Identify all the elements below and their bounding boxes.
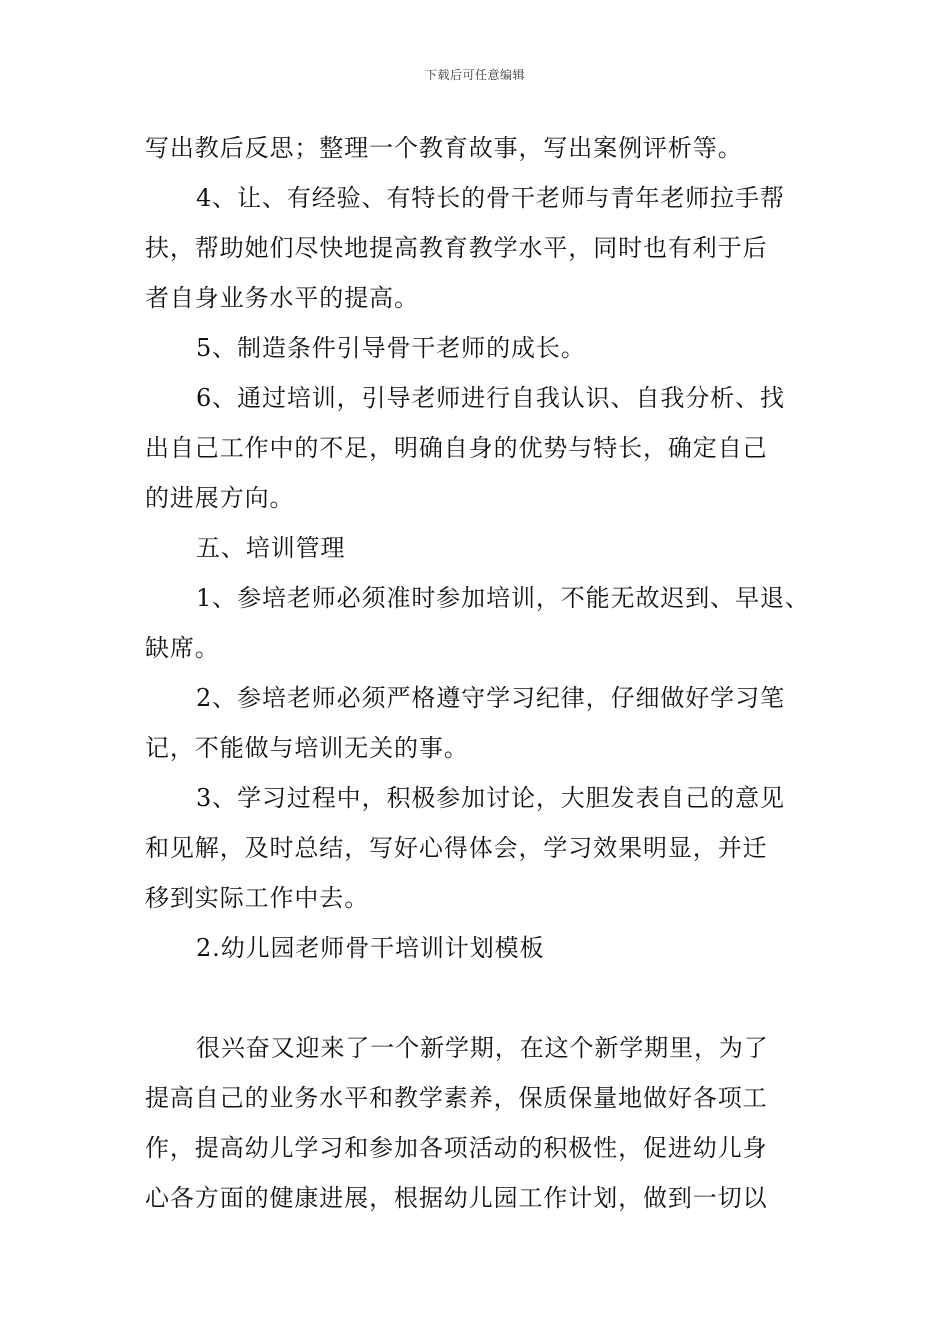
text-line: 缺席。 [145, 634, 220, 662]
text-line: 出自己工作中的不足，明确自身的优势与特长，确定自己 [145, 434, 768, 462]
text-line: 者自身业务水平的提高。 [145, 284, 419, 312]
text-line: 记，不能做与培训无关的事。 [145, 734, 469, 762]
page-header: 下载后可任意编辑 [424, 68, 525, 82]
text-line: 2、参培老师必须严格遵守学习纪律，仔细做好学习笔 [196, 684, 785, 712]
text-line: 6、通过培训，引导老师进行自我认识、自我分析、找 [196, 384, 785, 412]
text-line: 4、让、有经验、有特长的骨干老师与青年老师拉手帮 [196, 184, 785, 212]
text-line: 5、制造条件引导骨干老师的成长。 [196, 334, 586, 362]
section-heading: 五、培训管理 [196, 534, 346, 562]
section-heading: 2.幼儿园老师骨干培训计划模板 [196, 934, 545, 962]
text-line: 移到实际工作中去。 [145, 884, 370, 912]
text-line: 1、参培老师必须准时参加培训，不能无故迟到、早退、 [196, 584, 810, 612]
text-line: 3、学习过程中，积极参加讨论，大胆发表自己的意见 [196, 784, 785, 812]
text-line: 作，提高幼儿学习和参加各项活动的积极性，促进幼儿身 [145, 1134, 768, 1162]
text-line: 和见解，及时总结，写好心得体会，学习效果明显，并迁 [145, 834, 768, 862]
text-line: 很兴奋又迎来了一个新学期，在这个新学期里，为了 [196, 1034, 769, 1062]
text-line: 写出教后反思；整理一个教育故事，写出案例评析等。 [145, 134, 743, 162]
text-line: 提高自己的业务水平和教学素养，保质保量地做好各项工 [145, 1084, 768, 1112]
text-line: 扶，帮助她们尽快地提高教育教学水平，同时也有利于后 [145, 234, 768, 262]
text-line: 心各方面的健康进展，根据幼儿园工作计划，做到一切以 [145, 1184, 768, 1212]
text-line: 的进展方向。 [145, 484, 295, 512]
